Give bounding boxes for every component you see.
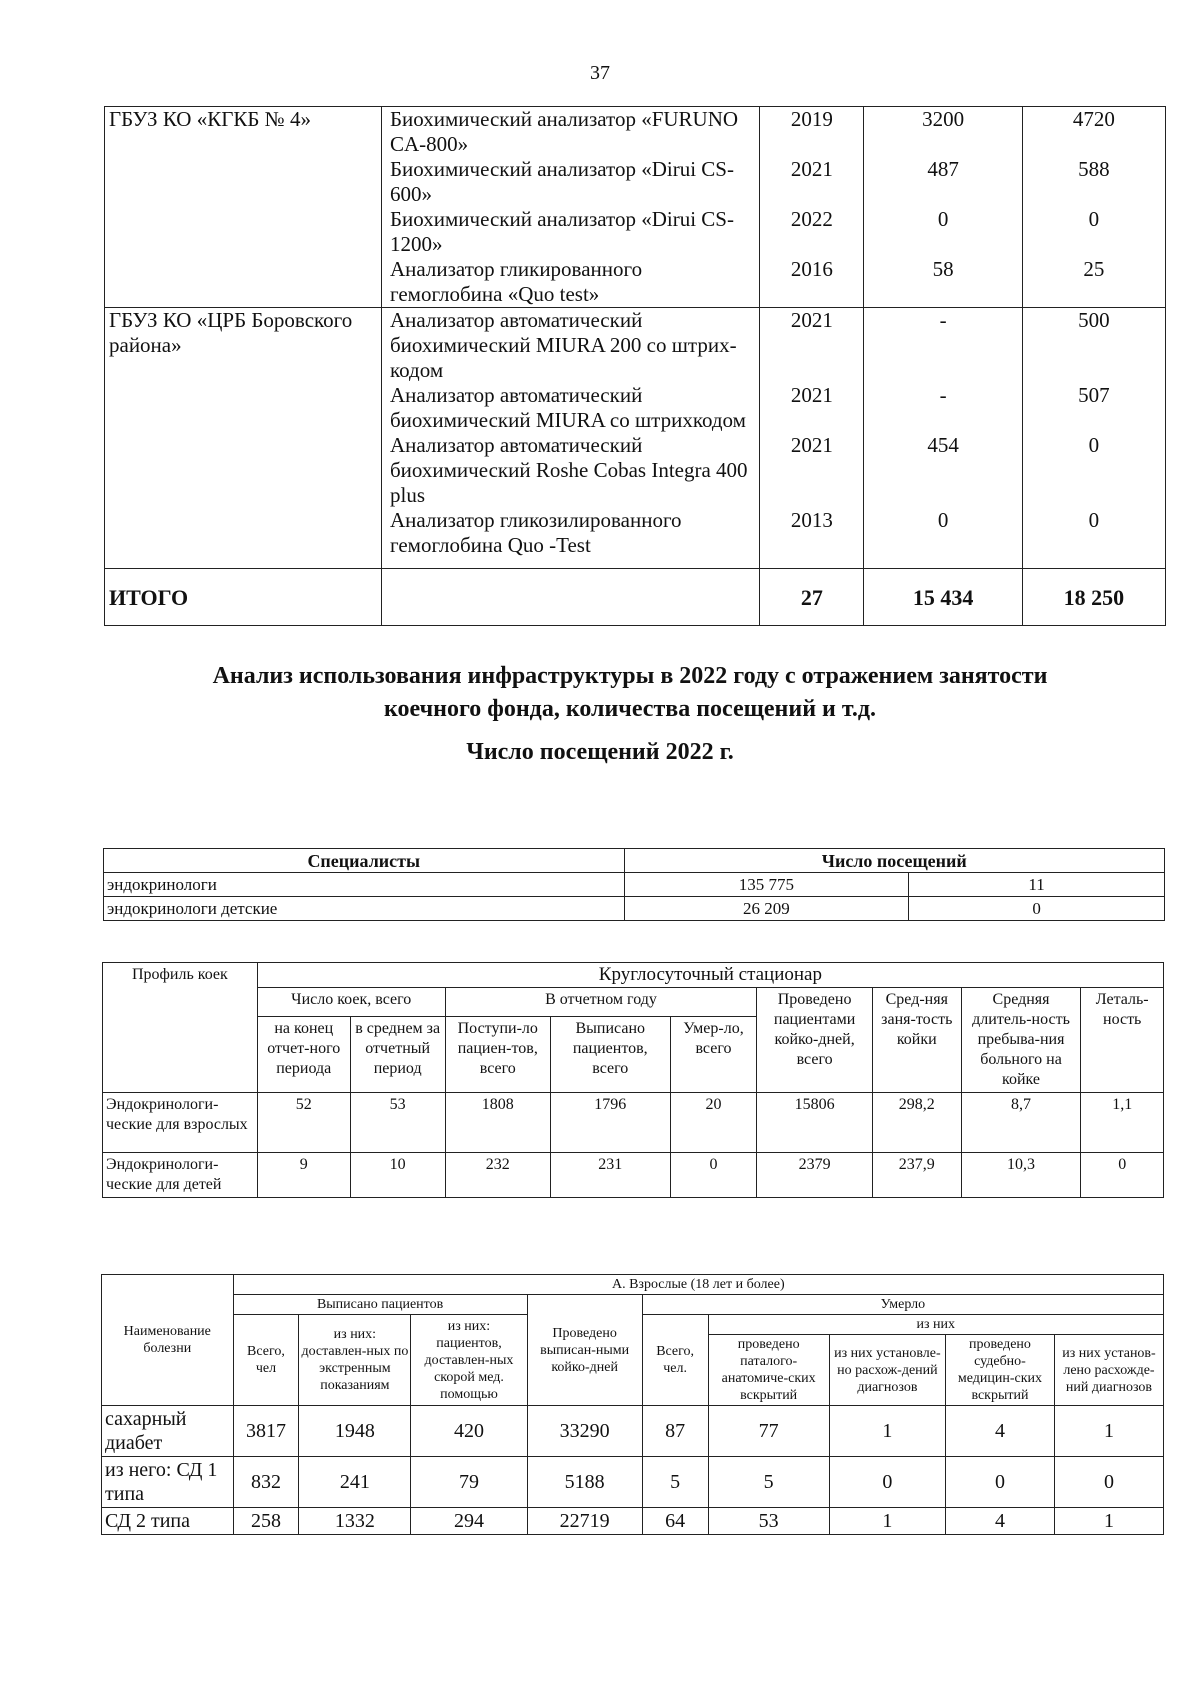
admitted: 232 [445,1153,550,1198]
col-header-end: на конец отчет-ного периода [257,1017,350,1093]
year: 2021 [760,383,864,433]
beds-end: 52 [257,1093,350,1153]
died: 0 [670,1153,757,1198]
equipment-name: Анализатор гликированного гемоглобина «Quo test» [382,257,760,308]
org-name: ГБУЗ КО «КГКБ № 4» [105,107,382,308]
ambulance: 420 [411,1406,527,1457]
visits-extra: 11 [909,873,1165,897]
total-value-2: 18 250 [1022,569,1165,626]
autopsy: 5 [708,1457,829,1508]
year: 2013 [760,508,864,569]
year: 2022 [760,207,864,257]
value-1: - [864,383,1022,433]
equipment-name: Анализатор гликозилированного гемоглобина Quo -Test [382,508,760,569]
col-header-bed-days: Проведено выписан-ными койко-дней [527,1295,642,1406]
beds-end: 9 [257,1153,350,1198]
value-2: 0 [1022,433,1165,508]
discrepancy-1: 0 [829,1457,945,1508]
beds-table [102,962,1164,1198]
table-row [102,1406,1164,1457]
col-header-discrepancy-2: из них установ-лено расхожде-ний диагнозов [1054,1335,1163,1406]
avg-stay: 10,3 [961,1153,1081,1198]
col-header-autopsy: проведено паталого-анатомиче-ских вскрытий [708,1335,829,1406]
year: 2016 [760,257,864,308]
col-header-discharged: Выписано пациентов, всего [550,1017,670,1093]
forensic: 4 [945,1406,1054,1457]
table-row [104,897,1165,921]
specialist-name: эндокринологи детские [104,897,625,921]
visits-value: 26 209 [624,897,909,921]
profile-name: Эндокринологи-ческие для детей [103,1153,258,1198]
table-row [103,1153,1164,1198]
equipment-table [104,106,1166,626]
table-header-row [102,1295,1164,1315]
specialist-name: эндокринологи [104,873,625,897]
col-header-avg: в среднем за отчетный период [350,1017,445,1093]
table-row [102,1508,1164,1535]
beds-avg: 10 [350,1153,445,1198]
discrepancy-1: 1 [829,1508,945,1535]
visits-table [103,848,1165,921]
value-1: 487 [864,157,1022,207]
value-1: - [864,308,1022,384]
occupancy: 298,2 [872,1093,961,1153]
visits-title: Число посещений 2022 г. [466,739,734,765]
discrepancy-1: 1 [829,1406,945,1457]
discrepancy-2: 0 [1054,1457,1163,1508]
avg-stay: 8,7 [961,1093,1081,1153]
bed-days: 22719 [527,1508,642,1535]
total-label: ИТОГО [105,569,382,626]
year: 2021 [760,433,864,508]
emergency: 241 [299,1457,411,1508]
forensic: 0 [945,1457,1054,1508]
equipment-name: Биохимический анализатор «Dirui CS-1200» [382,207,760,257]
visits-extra: 0 [909,897,1165,921]
total-empty [382,569,760,626]
total-count: 27 [760,569,864,626]
patient-days: 2379 [757,1153,873,1198]
col-header-specialists: Специалисты [104,849,625,873]
lethality: 1,1 [1081,1093,1164,1153]
year: 2021 [760,157,864,207]
occupancy: 237,9 [872,1153,961,1198]
beds-avg: 53 [350,1093,445,1153]
discrepancy-2: 1 [1054,1508,1163,1535]
ambulance: 294 [411,1508,527,1535]
col-header-adults: А. Взрослые (18 лет и более) [233,1275,1163,1295]
value-2: 25 [1022,257,1165,308]
table-row [104,873,1165,897]
discharged-total: 258 [233,1508,299,1535]
col-header-name: Наименование болезни [102,1275,234,1406]
value-1: 58 [864,257,1022,308]
org-name: ГБУЗ КО «ЦРБ Боровского района» [105,308,382,569]
col-header-died: Умер-ло, всего [670,1017,757,1093]
discharged-total: 832 [233,1457,299,1508]
admitted: 1808 [445,1093,550,1153]
value-1: 3200 [864,107,1022,158]
disease-table [101,1274,1164,1535]
disease-name: из него: СД 1 типа [102,1457,234,1508]
died-total: 5 [642,1457,708,1508]
section-title: Анализ использования инфраструктуры в 2022 году с отражением занятости [212,663,1048,689]
emergency: 1332 [299,1508,411,1535]
disease-name: сахарный диабет [102,1406,234,1457]
value-2: 4720 [1022,107,1165,158]
discharged-total: 3817 [233,1406,299,1457]
col-header-avg-stay: Средняя длитель-ность пребыва-ния больного на койке [961,988,1081,1093]
forensic: 4 [945,1508,1054,1535]
lethality: 0 [1081,1153,1164,1198]
col-header-died-total: Всего, чел. [642,1315,708,1406]
discharged: 1796 [550,1093,670,1153]
col-header-lethality: Леталь-ность [1081,988,1164,1093]
col-header-period: В отчетном году [445,988,757,1017]
equipment-name: Анализатор автоматический биохимический MIURA со штрихкодом [382,383,760,433]
table-row [103,1093,1164,1153]
died-total: 64 [642,1508,708,1535]
disease-name: СД 2 типа [102,1508,234,1535]
discharged: 231 [550,1153,670,1198]
table-header-row [104,849,1165,873]
value-1: 454 [864,433,1022,508]
col-header-total: Всего, чел [233,1315,299,1406]
table-header-row [103,963,1164,988]
value-2: 588 [1022,157,1165,207]
section-subtitle: коечного фонда, количества посещений и т.д. [384,696,876,722]
total-value-1: 15 434 [864,569,1022,626]
table-row [105,107,1166,158]
value-2: 0 [1022,207,1165,257]
autopsy: 53 [708,1508,829,1535]
col-header-profile: Профиль коек [103,963,258,1093]
col-header-of-them: из них [708,1315,1164,1335]
col-header-died: Умерло [642,1295,1163,1315]
equipment-name: Биохимический анализатор «FURUNO CA-800» [382,107,760,158]
value-1: 0 [864,207,1022,257]
year: 2019 [760,107,864,158]
value-2: 500 [1022,308,1165,384]
ambulance: 79 [411,1457,527,1508]
col-header-station: Круглосуточный стационар [257,963,1163,988]
col-header-patient-days: Проведено пациентами койко-дней, всего [757,988,873,1093]
emergency: 1948 [299,1406,411,1457]
table-row [102,1457,1164,1508]
col-header-beds: Число коек, всего [257,988,445,1017]
bed-days: 5188 [527,1457,642,1508]
table-header-row [103,988,1164,1017]
col-header-ambulance: из них: пациентов, доставлен-ных скорой мед. помощью [411,1315,527,1406]
value-1: 0 [864,508,1022,569]
patient-days: 15806 [757,1093,873,1153]
total-row [105,569,1166,626]
equipment-name: Анализатор автоматический биохимический MIURA 200 со штрих-кодом [382,308,760,384]
table-row [105,308,1166,384]
profile-name: Эндокринологи-ческие для взрослых [103,1093,258,1153]
value-2: 0 [1022,508,1165,569]
col-header-emergency: из них: доставлен-ных по экстренным показаниям [299,1315,411,1406]
died: 20 [670,1093,757,1153]
autopsy: 77 [708,1406,829,1457]
col-header-visits: Число посещений [624,849,1164,873]
discrepancy-2: 1 [1054,1406,1163,1457]
visits-value: 135 775 [624,873,909,897]
col-header-discharged: Выписано пациентов [233,1295,527,1315]
col-header-occupancy: Сред-няя заня-тость койки [872,988,961,1093]
died-total: 87 [642,1406,708,1457]
col-header-forensic: проведено судебно-медицин-ских вскрытий [945,1335,1054,1406]
equipment-name: Анализатор автоматический биохимический Roshe Cobas Integra 400 plus [382,433,760,508]
page-number: 37 [590,62,610,84]
year: 2021 [760,308,864,384]
equipment-name: Биохимический анализатор «Dirui CS-600» [382,157,760,207]
table-header-row [102,1275,1164,1295]
bed-days: 33290 [527,1406,642,1457]
col-header-admitted: Поступи-ло пациен-тов, всего [445,1017,550,1093]
value-2: 507 [1022,383,1165,433]
col-header-discrepancy-1: из них установле-но расхож-дений диагнозов [829,1335,945,1406]
